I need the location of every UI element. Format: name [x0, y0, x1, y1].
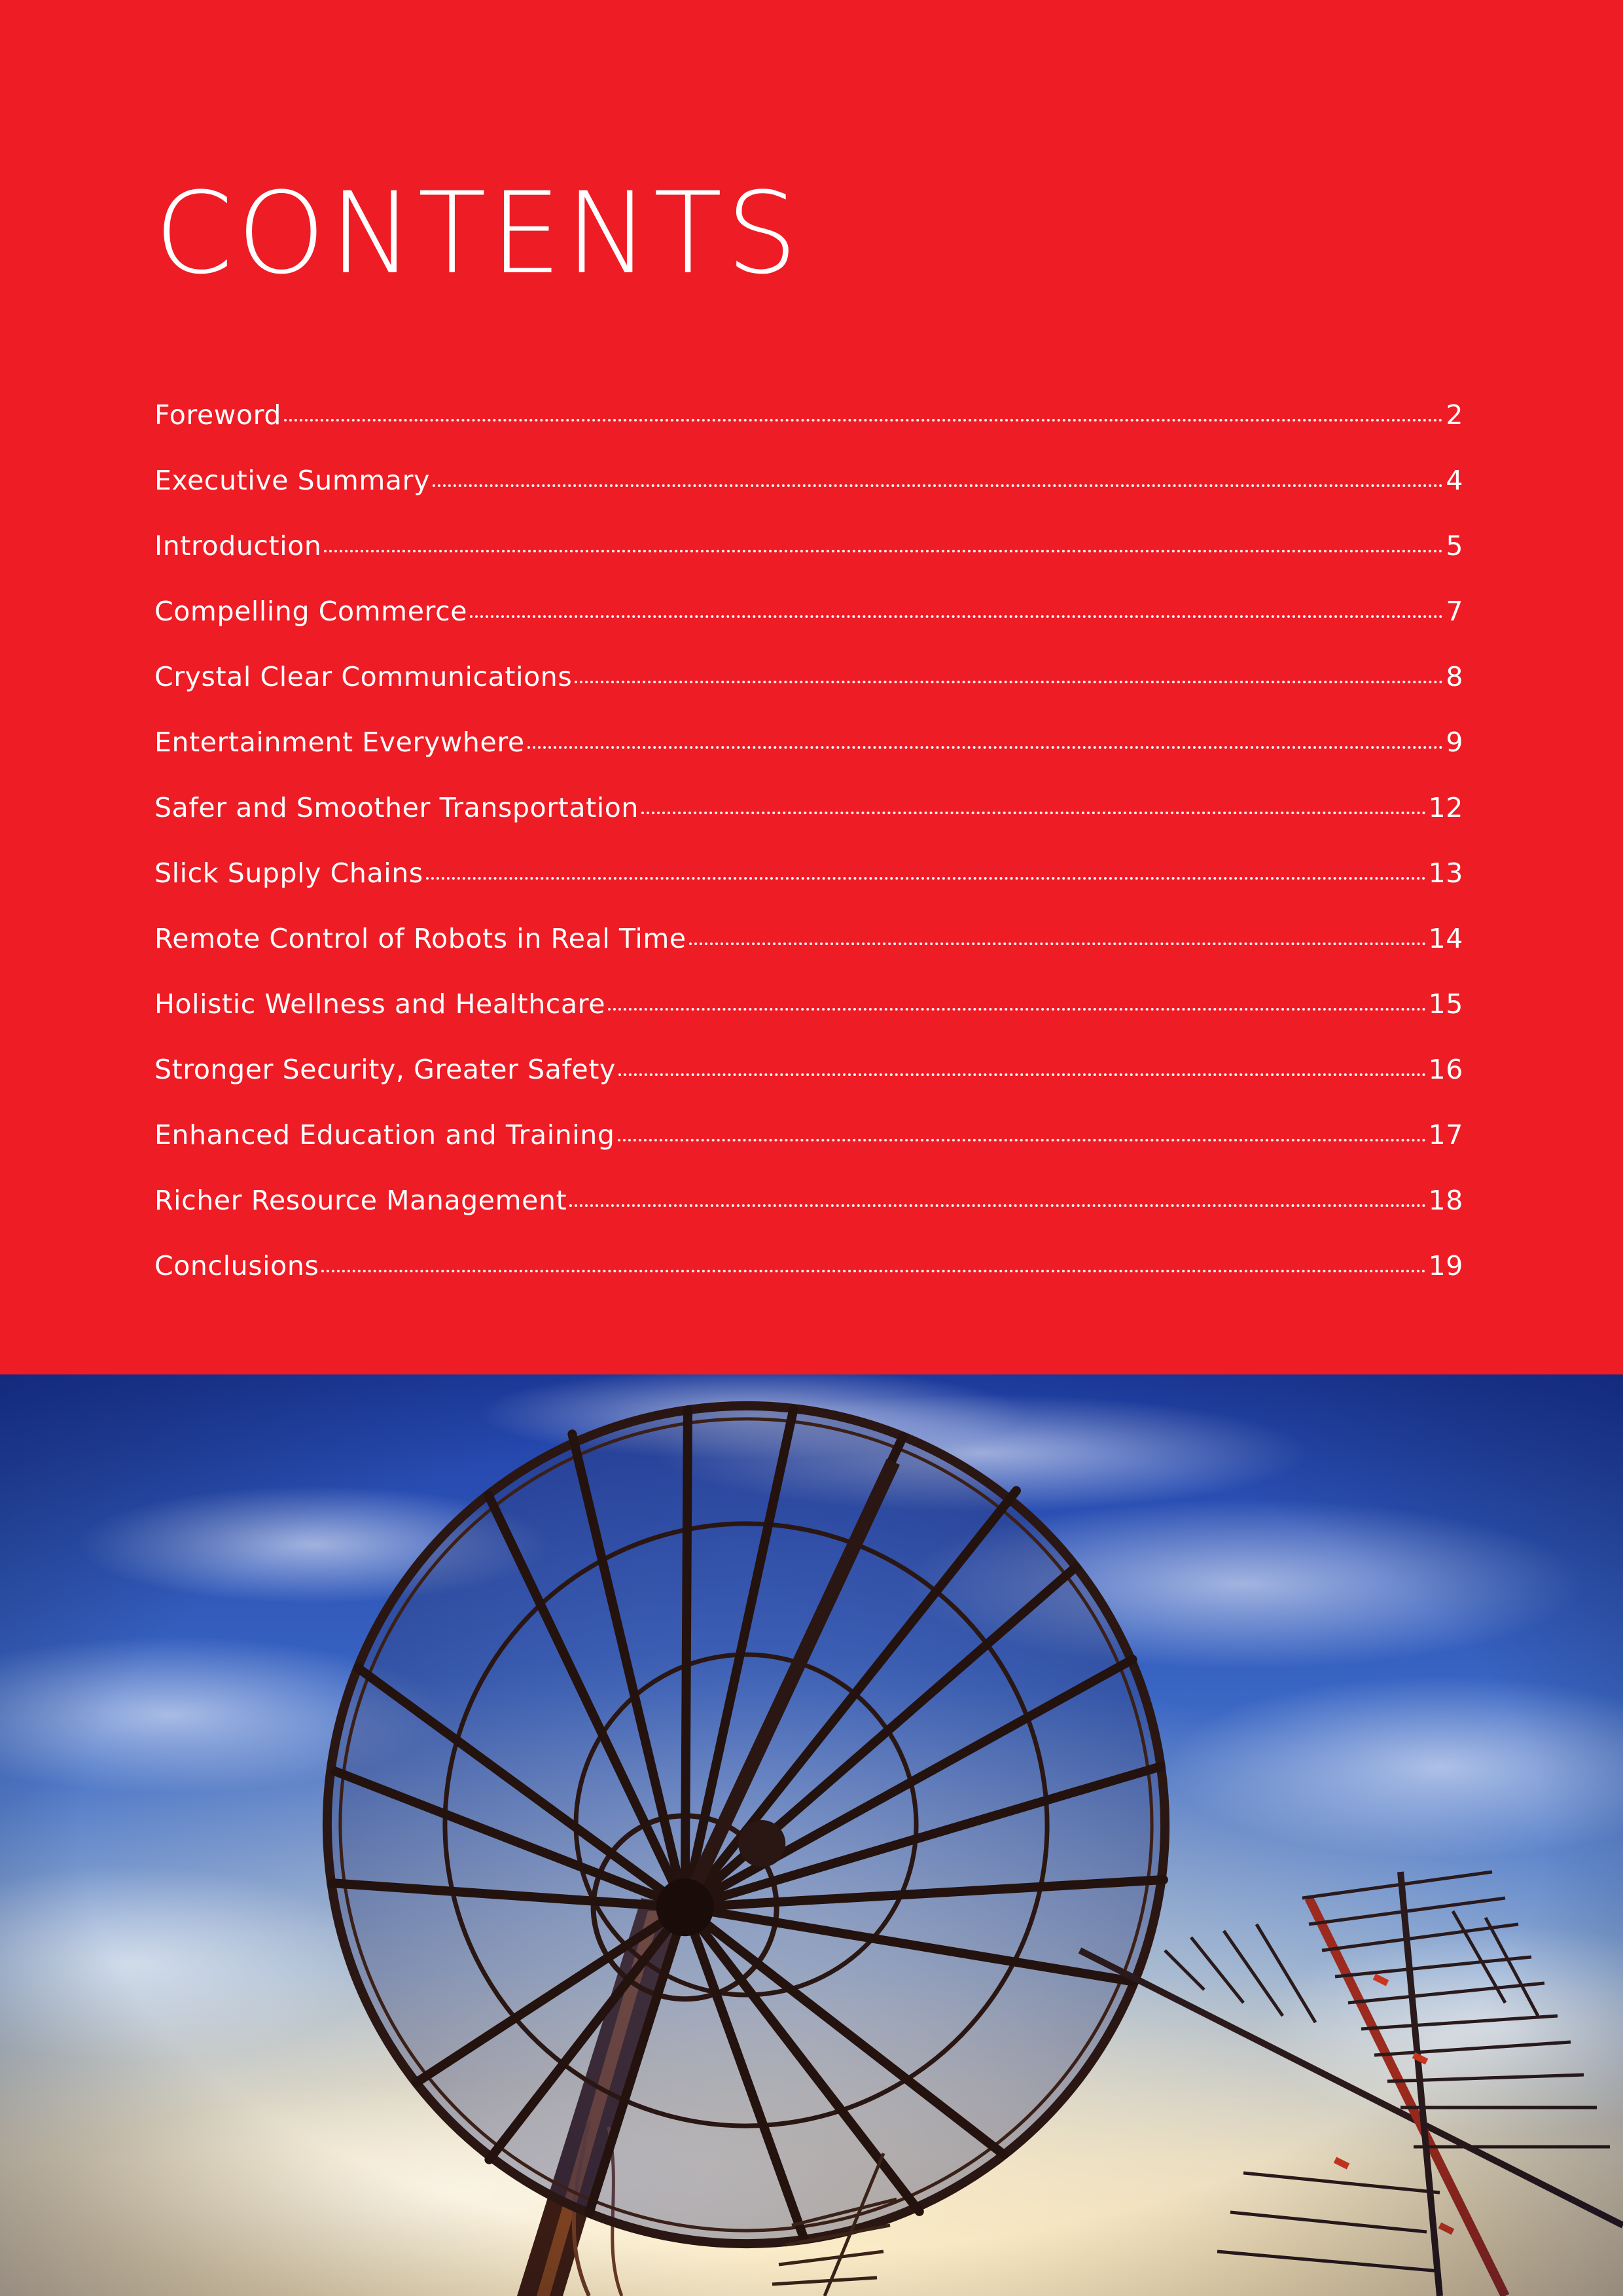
toc-entry-compelling-commerce[interactable] [154, 596, 1463, 661]
toc-entry-holistic-wellness[interactable] [154, 988, 1463, 1054]
toc-entry-label: Slick Supply Chains [154, 857, 423, 889]
toc-entry-label: Safer and Smoother Transportation [154, 792, 639, 823]
dot-leader [321, 1270, 1425, 1272]
toc-page-number: 4 [1446, 465, 1463, 496]
toc-page-number: 8 [1446, 661, 1463, 692]
toc-entry-introduction[interactable] [154, 530, 1463, 596]
page-title: CONTENTS [154, 168, 802, 299]
toc-entry-label: Compelling Commerce [154, 596, 468, 627]
toc-entry-remote-control-robots[interactable] [154, 923, 1463, 988]
toc-entry-label: Richer Resource Management [154, 1185, 567, 1216]
toc-entry-label: Enhanced Education and Training [154, 1119, 615, 1151]
dot-leader [470, 615, 1443, 618]
toc-entry-label: Executive Summary [154, 465, 430, 496]
dot-leader [324, 550, 1443, 552]
toc-page-number: 2 [1446, 399, 1463, 431]
toc-entry-executive-summary[interactable] [154, 465, 1463, 530]
dot-leader [618, 1073, 1426, 1076]
toc-entry-crystal-clear-communications[interactable] [154, 661, 1463, 726]
toc-page-number: 14 [1428, 923, 1463, 954]
toc-entry-stronger-security[interactable] [154, 1054, 1463, 1119]
toc-entry-enhanced-education[interactable] [154, 1119, 1463, 1185]
toc-entry-entertainment-everywhere[interactable] [154, 726, 1463, 792]
dot-leader [689, 942, 1426, 945]
dot-leader [569, 1204, 1425, 1207]
toc-page-number: 7 [1446, 596, 1463, 627]
dot-leader [426, 877, 1426, 880]
toc-entry-label: Conclusions [154, 1250, 319, 1282]
toc-page-number: 5 [1446, 530, 1463, 562]
dot-leader [527, 746, 1444, 749]
toc-entry-label: Holistic Wellness and Healthcare [154, 988, 606, 1020]
toc-entry-safer-transportation[interactable] [154, 792, 1463, 857]
toc-page-number: 13 [1428, 857, 1463, 889]
dot-leader [433, 484, 1443, 487]
toc-page-number: 9 [1446, 726, 1463, 758]
toc-entry-label: Entertainment Everywhere [154, 726, 525, 758]
toc-entry-label: Remote Control of Robots in Real Time [154, 923, 687, 954]
toc-entry-label: Foreword [154, 399, 281, 431]
toc-entry-conclusions[interactable] [154, 1250, 1463, 1316]
toc-page-number: 12 [1428, 792, 1463, 823]
dot-leader [284, 419, 1443, 422]
toc-entry-richer-resource-management[interactable] [154, 1185, 1463, 1250]
dot-leader [618, 1139, 1426, 1141]
toc-page-number: 16 [1428, 1054, 1463, 1085]
dot-leader [641, 812, 1426, 814]
toc-entry-label: Introduction [154, 530, 322, 562]
toc-entry-foreword[interactable] [154, 399, 1463, 465]
toc-entry-label: Crystal Clear Communications [154, 661, 573, 692]
dot-leader [575, 681, 1443, 683]
satellite-dish-photo [0, 1374, 1623, 2296]
satellite-dish-illustration [0, 1374, 1623, 2296]
toc-page-number: 17 [1428, 1119, 1463, 1151]
dot-leader [608, 1008, 1426, 1011]
toc-entry-slick-supply-chains[interactable] [154, 857, 1463, 923]
toc-page-number: 18 [1428, 1185, 1463, 1216]
toc-entry-label: Stronger Security, Greater Safety [154, 1054, 616, 1085]
toc-page-number: 19 [1428, 1250, 1463, 1282]
toc-page-number: 15 [1428, 988, 1463, 1020]
table-of-contents [154, 399, 1463, 1316]
